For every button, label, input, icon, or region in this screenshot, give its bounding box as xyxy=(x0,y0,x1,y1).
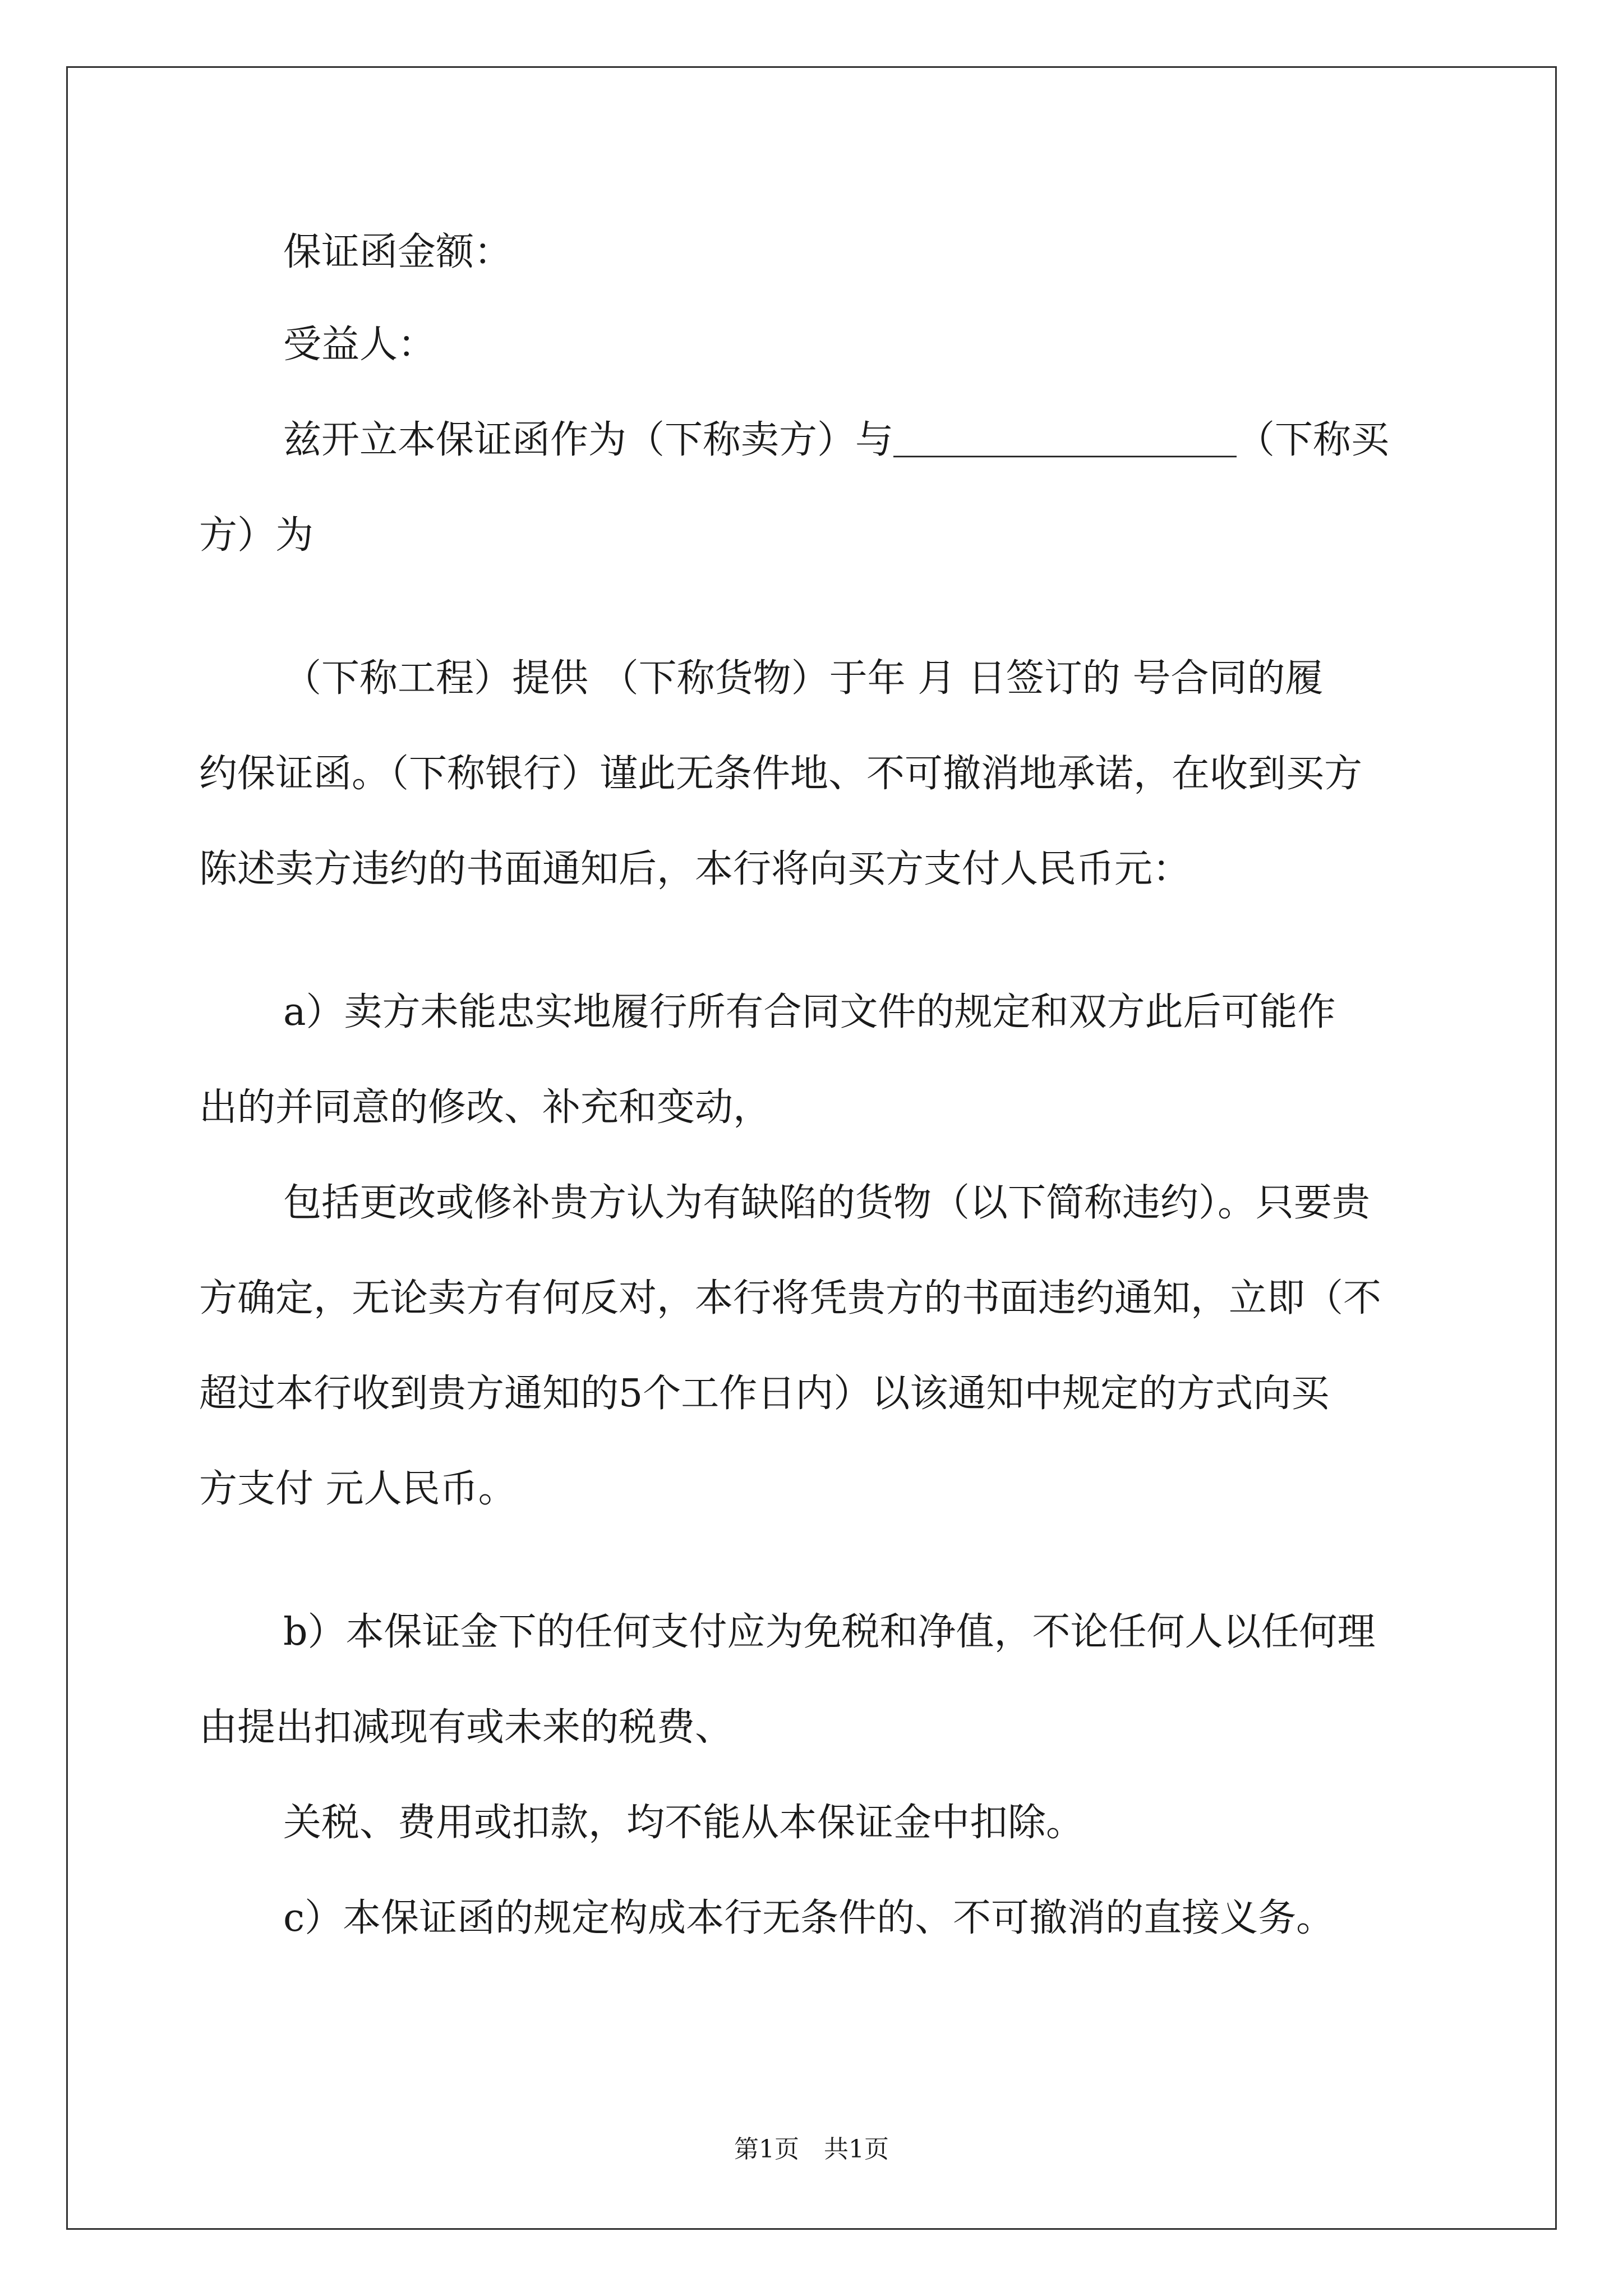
paragraph-line: 方支付 元人民币。 xyxy=(199,1467,517,1511)
paragraph-line: 方）为 xyxy=(199,513,314,558)
amount-label: 保证函金额： xyxy=(283,230,513,274)
paragraph-line: 超过本行收到贵方通知的5个工作日内）以该通知中规定的方式向买 xyxy=(199,1372,1330,1416)
beneficiary-label: 受益人： xyxy=(283,323,436,367)
clause-a-line: a）卖方未能忠实地履行所有合同文件的规定和双方此后可能作 xyxy=(283,990,1336,1034)
paragraph-line: 包括更改或修补贵方认为有缺陷的货物（以下简称违约）。只要贵 xyxy=(283,1181,1371,1225)
clause-c-line: c）本保证函的规定构成本行无条件的、不可撤消的直接义务。 xyxy=(283,1896,1335,1940)
clause-b-line: b）本保证金下的任何支付应为免税和净值，不论任何人以任何理 xyxy=(283,1610,1376,1654)
clause-b-line: 由提出扣减现有或未来的税费、 xyxy=(199,1705,734,1750)
page-footer: 第1页 共1页 xyxy=(734,2135,889,2164)
clause-a-line: 出的并同意的修改、补充和变动， xyxy=(199,1085,772,1130)
paragraph-line: 关税、费用或扣款，均不能从本保证金中扣除。 xyxy=(283,1801,1085,1845)
paragraph-line: （下称工程）提供 （下称货物）于年 月 日签订的 号合同的履 xyxy=(283,656,1324,701)
paragraph-line: 约保证函。（下称银行）谨此无条件地、不可撤消地承诺，在收到买方 xyxy=(199,752,1363,796)
paragraph-line: 陈述卖方违约的书面通知后，本行将向买方支付人民币元： xyxy=(199,847,1191,891)
paragraph-line: 方确定，无论卖方有何反对，本行将凭贵方的书面违约通知，立即（不 xyxy=(199,1276,1382,1320)
paragraph-line: 兹开立本保证函作为（下称卖方）与＿＿＿＿＿＿＿＿＿（下称买 xyxy=(283,418,1390,462)
